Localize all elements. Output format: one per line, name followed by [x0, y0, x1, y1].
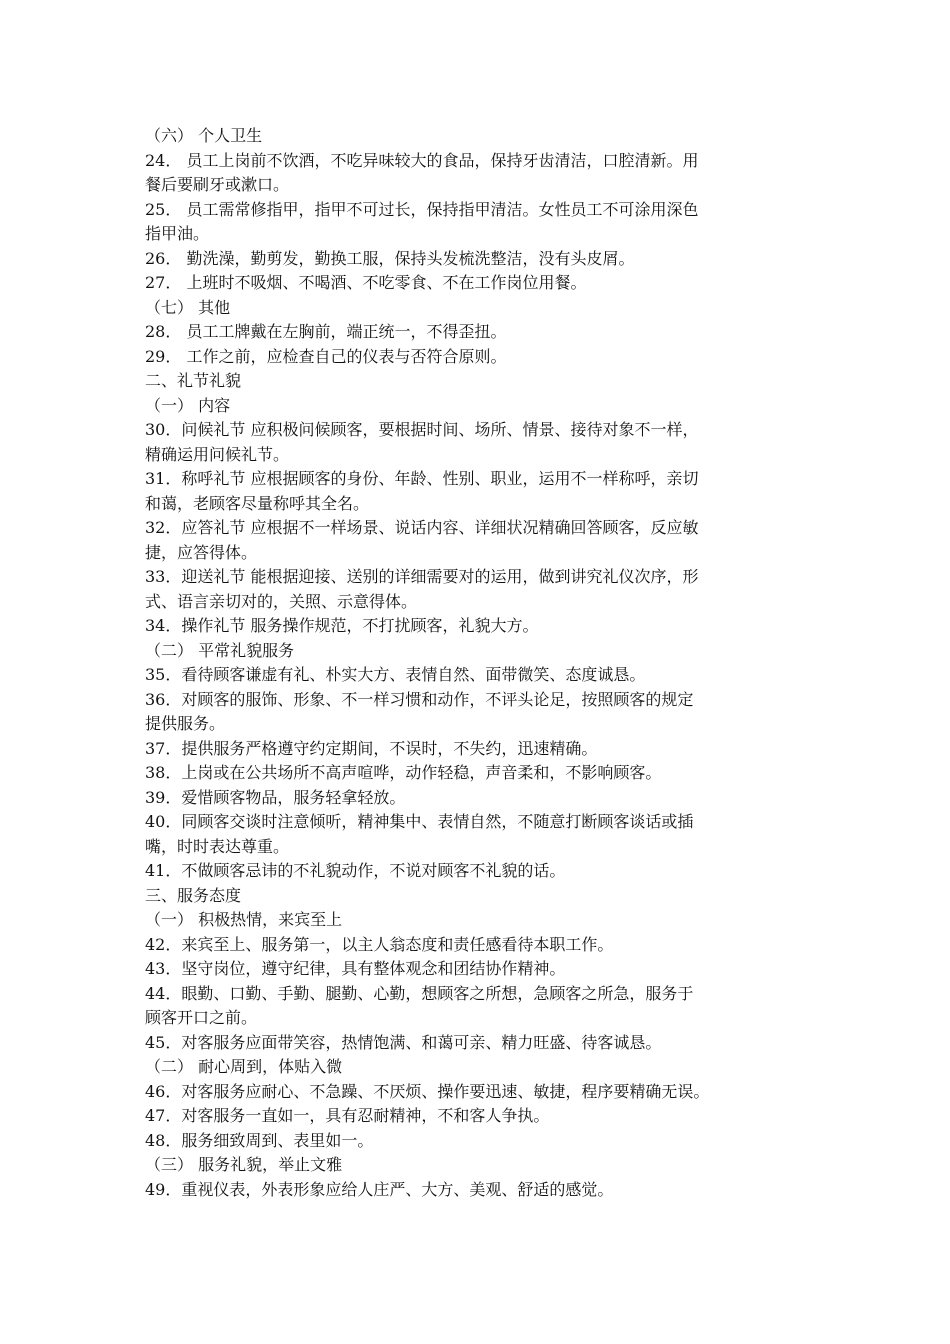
text-line: 31．称呼礼节 应根据顾客的身份、年龄、性别、职业，运用不一样称呼，亲切	[145, 469, 699, 488]
text-line: 32．应答礼节 应根据不一样场景、说话内容、详细状况精确回答顾客，反应敏	[145, 518, 699, 537]
text-line: 34．操作礼节 服务操作规范，不打扰顾客，礼貌大方。	[145, 616, 539, 635]
text-line: 41．不做顾客忌讳的不礼貌动作，不说对顾客不礼貌的话。	[145, 861, 566, 880]
text-line: 33．迎送礼节 能根据迎接、送别的详细需要对的运用，做到讲究礼仪次序，形	[145, 567, 699, 586]
text-line: 29． 工作之前，应检查自己的仪表与否符合原则。	[145, 346, 507, 366]
text-line: 28． 员工工牌戴在左胸前，端正统一，不得歪扭。	[145, 322, 507, 341]
text-line: 43．坚守岗位，遵守纪律，具有整体观念和团结协作精神。	[145, 959, 566, 978]
text-line: 42．来宾至上、服务第一，以主人翁态度和责任感看待本职工作。	[145, 934, 614, 954]
text-line: 25． 员工需常修指甲，指甲不可过长，保持指甲清洁。女性员工不可涂用深色	[145, 199, 699, 219]
text-line: 40．同顾客交谈时注意倾听，精神集中、表情自然，不随意打断顾客谈话或插	[145, 812, 694, 831]
text-line: （七） 其他	[145, 297, 231, 317]
text-line: 指甲油。	[145, 224, 210, 243]
text-line: 30．问候礼节 应积极问候顾客，要根据时间、场所、情景、接待对象不一样，	[145, 420, 699, 439]
text-line: 和蔼，老顾客尽量称呼其全名。	[145, 493, 370, 513]
text-line: （一） 内容	[145, 395, 231, 415]
text-line: 提供服务。	[145, 714, 226, 733]
text-line: （一） 积极热情，来宾至上	[145, 910, 343, 929]
text-line: 49．重视仪表，外表形象应给人庄严、大方、美观、舒适的感觉。	[145, 1179, 614, 1199]
text-line: （三） 服务礼貌，举止文雅	[145, 1155, 343, 1174]
text-line: 24． 员工上岗前不饮酒，不吃异味较大的食品，保持牙齿清洁，口腔清新。用	[145, 150, 699, 170]
text-line: 嘴，时时表达尊重。	[145, 836, 290, 856]
text-line: （六） 个人卫生	[145, 126, 263, 145]
text-line: 44．眼勤、口勤、手勤、腿勤、心勤，想顾客之所想，急顾客之所急，服务于	[145, 983, 694, 1003]
text-line: 精确运用问候礼节。	[145, 444, 290, 464]
text-line: 二、礼节礼貌	[145, 371, 242, 390]
text-line: 36．对顾客的服饰、形象、不一样习惯和动作，不评头论足，按照顾客的规定	[145, 689, 694, 709]
text-line: 顾客开口之前。	[145, 1008, 258, 1027]
text-line: （二） 耐心周到，体贴入微	[145, 1057, 343, 1076]
text-line: 46．对客服务应耐心、不急躁、不厌烦、操作要迅速、敏捷，程序要精确无误。	[145, 1081, 710, 1101]
text-line: 三、服务态度	[145, 885, 242, 905]
text-line: 38．上岗或在公共场所不高声喧哗，动作轻稳，声音柔和，不影响顾客。	[145, 763, 662, 782]
text-line: 捷，应答得体。	[145, 542, 258, 562]
text-line: （二） 平常礼貌服务	[145, 640, 295, 660]
document-body	[145, 124, 810, 1202]
text-line: 39．爱惜顾客物品，服务轻拿轻放。	[145, 787, 406, 807]
text-line: 26． 勤洗澡，勤剪发，勤换工服，保持头发梳洗整洁，没有头皮屑。	[145, 248, 635, 268]
text-line: 27． 上班时不吸烟、不喝酒、不吃零食、不在工作岗位用餐。	[145, 273, 587, 292]
text-line: 47．对客服务一直如一，具有忍耐精神，不和客人争执。	[145, 1106, 550, 1125]
text-line: 35．看待顾客谦虚有礼、朴实大方、表情自然、面带微笑、态度诚恳。	[145, 665, 646, 684]
text-line: 37．提供服务严格遵守约定期间，不误时，不失约，迅速精确。	[145, 738, 598, 758]
text-line: 48．服务细致周到、表里如一。	[145, 1130, 374, 1150]
text-line: 式、语言亲切对的，关照、示意得体。	[145, 591, 418, 611]
text-line: 45．对客服务应面带笑容，热情饱满、和蔼可亲、精力旺盛、待客诚恳。	[145, 1032, 662, 1052]
text-line: 餐后要刷牙或漱口。	[145, 175, 290, 194]
